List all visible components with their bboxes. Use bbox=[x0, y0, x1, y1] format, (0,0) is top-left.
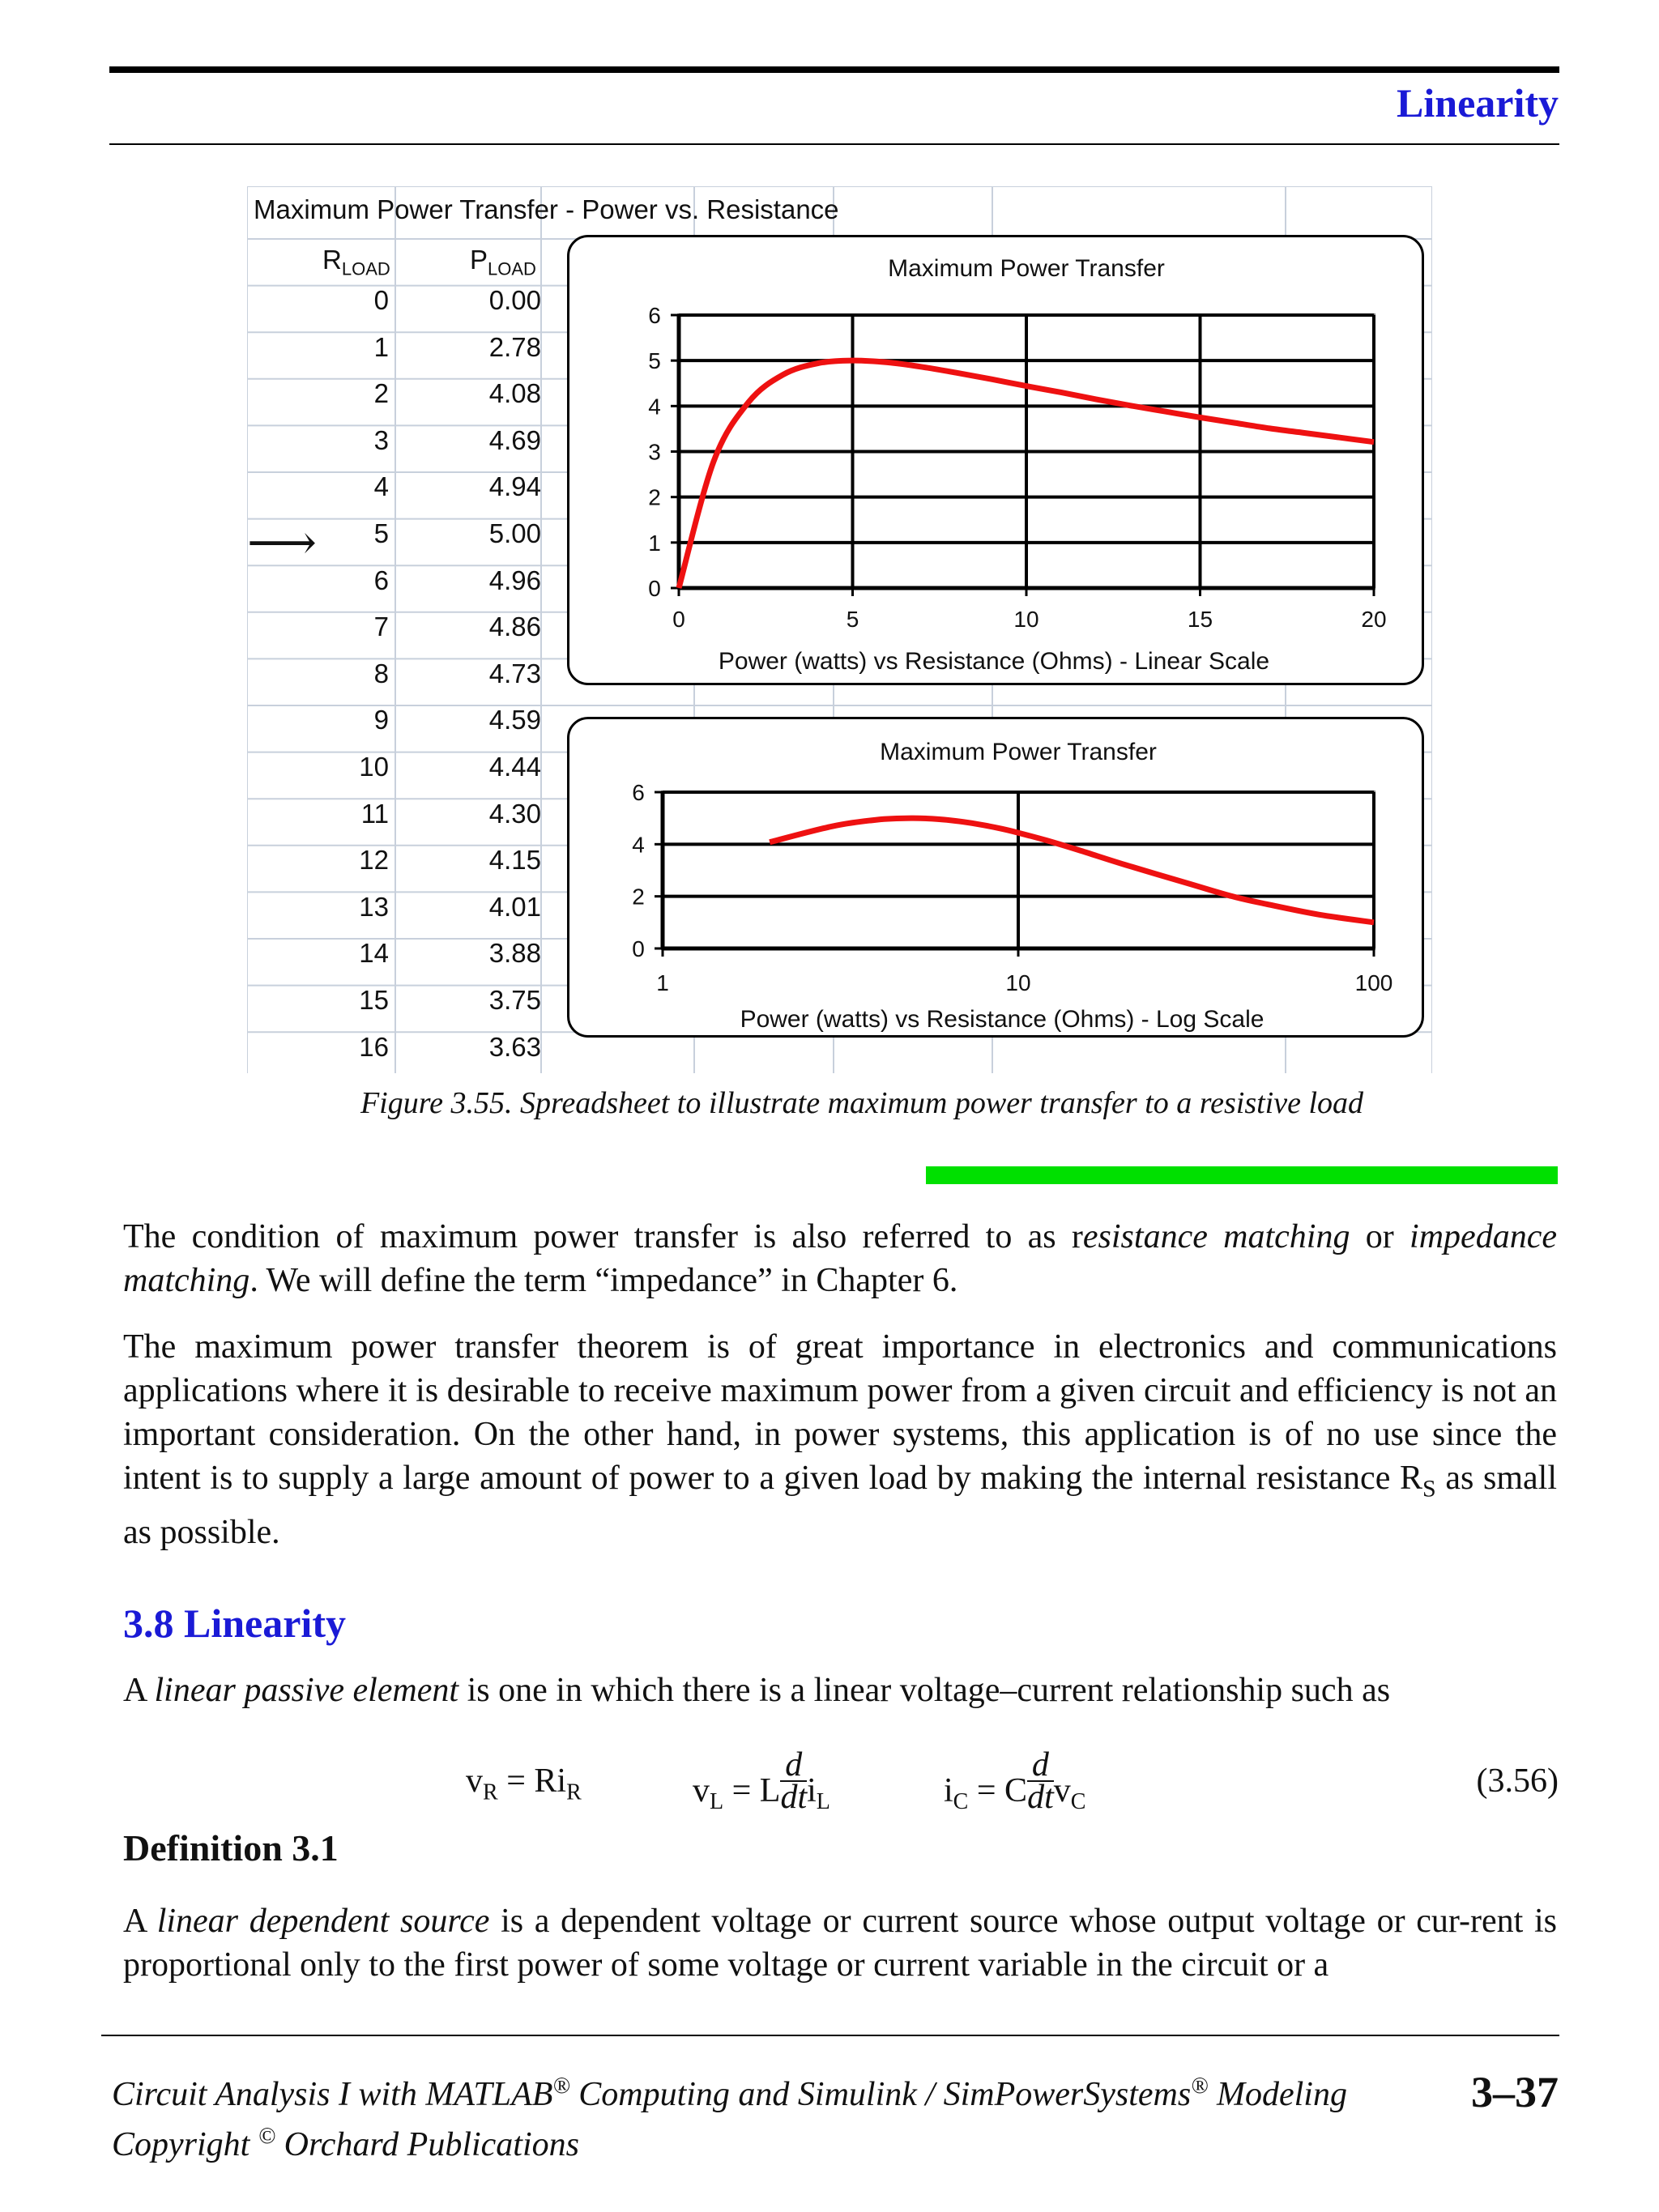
cell-pload: 3.88 bbox=[488, 938, 541, 969]
y-tick-label: 0 bbox=[648, 576, 661, 601]
x-tick-label: 1 bbox=[656, 970, 669, 995]
y-tick-label: 3 bbox=[648, 439, 661, 465]
x-axis-label: Power (watts) vs Resistance (Ohms) - Log Scale bbox=[740, 1006, 1265, 1033]
arrow-icon: ⟶ bbox=[247, 516, 318, 569]
y-tick-label: 1 bbox=[648, 530, 661, 556]
cell-pload: 2.78 bbox=[488, 331, 541, 362]
cell-rload: 0 bbox=[373, 285, 389, 315]
y-tick-label: 6 bbox=[648, 303, 661, 328]
cell-pload: 4.44 bbox=[488, 752, 541, 782]
header-rule bbox=[109, 66, 1559, 73]
y-tick-label: 5 bbox=[648, 348, 661, 374]
equation-number: (3.56) bbox=[1476, 1762, 1559, 1800]
cell-rload: 12 bbox=[359, 845, 389, 876]
chart-linear-svg bbox=[569, 237, 1422, 683]
cell-rload: 14 bbox=[359, 938, 389, 969]
paragraph-4: A linear dependent source is a dependent voltage or current source whose output voltage or cur-rent is proportional only to the first power of some voltage or current variable in the circuit or a bbox=[123, 1903, 1557, 1984]
cell-rload: 8 bbox=[373, 658, 389, 688]
x-tick-label: 10 bbox=[1013, 607, 1039, 632]
cell-rload: 9 bbox=[373, 705, 389, 735]
cell-rload: 6 bbox=[373, 565, 389, 595]
x-tick-label: 10 bbox=[1005, 970, 1031, 995]
cell-rload: 10 bbox=[359, 752, 389, 782]
y-tick-label: 2 bbox=[632, 884, 645, 910]
y-tick-label: 4 bbox=[648, 394, 661, 420]
cell-pload: 4.15 bbox=[488, 845, 541, 876]
footer-copyright: Copyright © Orchard Publications bbox=[112, 2124, 579, 2163]
cell-pload: 4.01 bbox=[488, 891, 541, 922]
footer-book-title: Circuit Analysis I with MATLAB® Computing and Simulink / SimPowerSystems® Modeling bbox=[112, 2073, 1347, 2113]
y-tick-label: 2 bbox=[648, 484, 661, 510]
cell-pload: 4.08 bbox=[488, 378, 541, 409]
paragraph-1: The condition of maximum power transfer is also referred to as resistance matching or impedance matching. We will define the term “impedance” in Chapter 6. bbox=[123, 1218, 1557, 1299]
equation-vl: $v_L = L$ $\frac{d}{dt}$ $i_L$ bbox=[693, 1746, 830, 1816]
section-heading: 3.8 Linearity bbox=[123, 1600, 346, 1646]
cell-rload: 16 bbox=[359, 1031, 389, 1062]
y-tick-label: 0 bbox=[632, 936, 645, 961]
cell-pload: 5.00 bbox=[488, 518, 541, 548]
cell-pload: 4.94 bbox=[488, 471, 541, 502]
x-tick-label: 5 bbox=[846, 607, 859, 632]
paragraph-3: A linear passive element is one in which there is a linear voltage–current relationship such as bbox=[123, 1672, 1391, 1709]
figure-caption: Figure 3.55. Spreadsheet to illustrate maximum power transfer to a resistive load bbox=[360, 1086, 1364, 1120]
definition-heading: Definition 3.1 bbox=[123, 1827, 339, 1869]
chart-title: Maximum Power Transfer bbox=[880, 739, 1157, 765]
chart-title: Maximum Power Transfer bbox=[888, 255, 1165, 282]
x-tick-label: 20 bbox=[1361, 607, 1387, 632]
page-number: 3–37 bbox=[1471, 2068, 1559, 2116]
cell-pload: 3.63 bbox=[488, 1031, 541, 1062]
spreadsheet-title: Maximum Power Transfer - Power vs. Resistance bbox=[254, 194, 839, 224]
cell-pload: 4.73 bbox=[488, 658, 541, 688]
cell-pload: 4.30 bbox=[488, 798, 541, 829]
cell-rload: 4 bbox=[373, 471, 389, 502]
col-header-pload: $P_{LOAD}$ bbox=[470, 245, 536, 279]
cell-rload: 15 bbox=[359, 985, 389, 1015]
cell-rload: 5 bbox=[373, 518, 389, 548]
cell-rload: 13 bbox=[359, 891, 389, 922]
cell-pload: 4.59 bbox=[488, 705, 541, 735]
chart-linear bbox=[567, 235, 1424, 685]
header-rule-thin bbox=[109, 143, 1559, 145]
x-tick-label: 100 bbox=[1354, 970, 1393, 995]
cell-pload: 4.69 bbox=[488, 424, 541, 455]
cell-pload: 4.96 bbox=[488, 565, 541, 595]
chart-log-svg bbox=[569, 719, 1422, 1035]
equation-vr: $v_R = Ri_R$ bbox=[466, 1762, 582, 1805]
cell-rload: 7 bbox=[373, 612, 389, 642]
col-header-rload: $R_{LOAD}$ bbox=[322, 245, 390, 279]
cell-rload: 2 bbox=[373, 378, 389, 409]
y-tick-label: 4 bbox=[632, 832, 645, 858]
cell-rload: 1 bbox=[373, 331, 389, 362]
footer-rule bbox=[101, 2035, 1559, 2036]
cell-rload: 11 bbox=[360, 798, 389, 829]
y-tick-label: 6 bbox=[632, 780, 645, 805]
cell-rload: 3 bbox=[373, 424, 389, 455]
paragraph-2: The maximum power transfer theorem is of great importance in electronics and communications applications where it is desirable to receive maximum power from a given circuit and efficiency is not an important consideration. On the other hand, in power systems, this application is of no use since the intent is to supply a large amount of power to a given load by making the internal resistance $R_S$ as small as possible. bbox=[123, 1328, 1557, 1552]
cell-pload: 0.00 bbox=[488, 285, 541, 315]
running-header: Linearity bbox=[1397, 80, 1559, 126]
x-tick-label: 15 bbox=[1187, 607, 1213, 632]
x-tick-label: 0 bbox=[672, 607, 685, 632]
highlight-bar bbox=[926, 1166, 1558, 1184]
equation-ic: $i_C = C$ $\frac{d}{dt}$ $v_C$ bbox=[944, 1746, 1086, 1816]
chart-log bbox=[567, 717, 1424, 1038]
cell-pload: 3.75 bbox=[488, 985, 541, 1015]
x-axis-label: Power (watts) vs Resistance (Ohms) - Linear Scale bbox=[718, 648, 1270, 675]
cell-pload: 4.86 bbox=[488, 612, 541, 642]
